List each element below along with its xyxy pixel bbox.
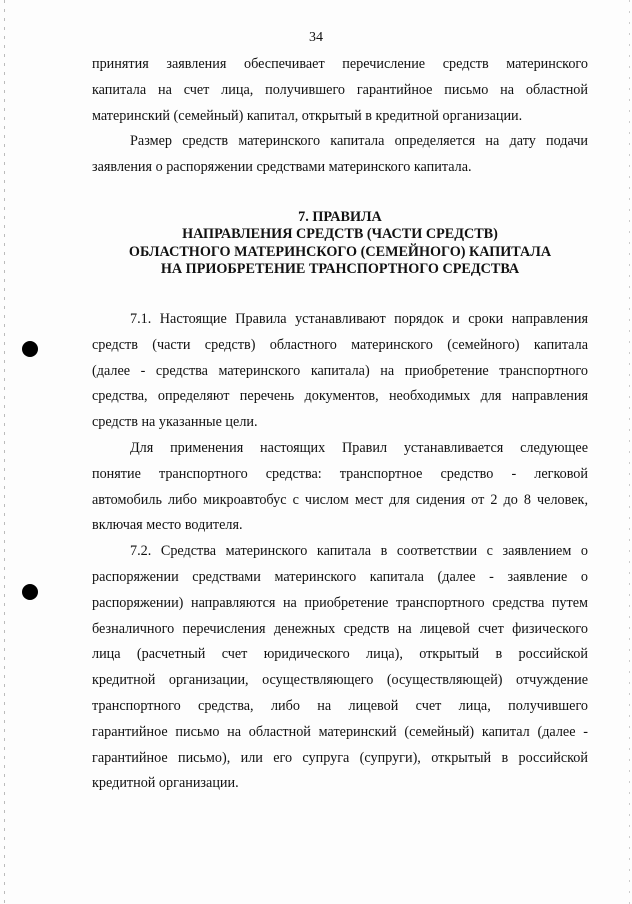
text-line: гарантийное письмо на областной материнский (семейный) капитал (далее -: [92, 723, 588, 740]
text-line: распоряжении) направляются на приобретение транспортного средства путем: [92, 594, 588, 611]
text-line: средств на указанные цели.: [92, 414, 258, 431]
paragraph: [92, 307, 588, 436]
section-paragraphs: [92, 307, 588, 797]
text-line: кредитной организации, осуществляющего (осуществляющей) отчуждение: [92, 672, 588, 689]
text-line: заявления о распоряжении средствами материнского капитала.: [92, 159, 472, 176]
text-line: Размер средств материнского капитала определяется на дату подачи: [130, 133, 588, 150]
page-edge-right: [629, 0, 630, 904]
paragraph: [92, 129, 588, 181]
paragraph: [92, 52, 588, 129]
section-heading: [92, 209, 588, 279]
text-line: 7.2. Средства материнского капитала в соответствии с заявлением о: [130, 543, 588, 560]
text-line: капитала на счет лица, получившего гарантийное письмо на областной: [92, 81, 588, 98]
text-line: материнский (семейный) капитал, открытый в кредитной организации.: [92, 107, 523, 124]
text-line: включая место водителя.: [92, 517, 243, 534]
text-line: гарантийное письмо), или его супруга (супруги), открытый в российской: [92, 749, 588, 766]
paragraph: [92, 436, 588, 539]
text-line: распоряжении средствами материнского капитала (далее - заявление о: [92, 568, 588, 585]
heading-line: НА ПРИОБРЕТЕНИЕ ТРАНСПОРТНОГО СРЕДСТВА: [160, 261, 520, 278]
text-line: транспортного средства, либо на лицевой счет лица, получившего: [92, 697, 588, 714]
heading-line: ОБЛАСТНОГО МАТЕРИНСКОГО (СЕМЕЙНОГО) КАПИТАЛА: [128, 243, 552, 260]
text-line: 7.1. Настоящие Правила устанавливают порядок и сроки направления: [130, 310, 588, 327]
heading-line: 7. ПРАВИЛА: [298, 208, 382, 225]
text-line: лица (расчетный счет юридического лица), открытый в российской: [92, 646, 588, 663]
punch-hole-upper: [22, 341, 38, 357]
text-line: принятия заявления обеспечивает перечисление средств материнского: [92, 56, 588, 72]
text-line: средства, определяют перечень документов, необходимых для направления: [92, 388, 588, 405]
text-line: средств (части средств) областного материнского (семейного) капитала: [92, 336, 588, 353]
text-line: понятие транспортного средства: транспортное средство - легковой: [92, 465, 588, 482]
paragraph: [92, 539, 588, 797]
text-line: Для применения настоящих Правил устанавливается следующее: [130, 439, 588, 456]
text-line: автомобиль либо микроавтобус с числом мест для сидения от 2 до 8 человек,: [92, 491, 588, 508]
heading-line: НАПРАВЛЕНИЯ СРЕДСТВ (ЧАСТИ СРЕДСТВ): [182, 226, 498, 243]
text-line: кредитной организации.: [92, 775, 239, 792]
binding-edge-left: [4, 0, 5, 904]
intro-paragraphs: [92, 52, 588, 181]
page-number: 34: [309, 30, 323, 45]
punch-hole-lower: [22, 584, 38, 600]
text-line: (далее - средства материнского капитала) на приобретение транспортного: [92, 362, 588, 379]
text-line: безналичного перечисления денежных средств на лицевой счет физического: [92, 620, 588, 637]
page-content: [92, 52, 588, 797]
